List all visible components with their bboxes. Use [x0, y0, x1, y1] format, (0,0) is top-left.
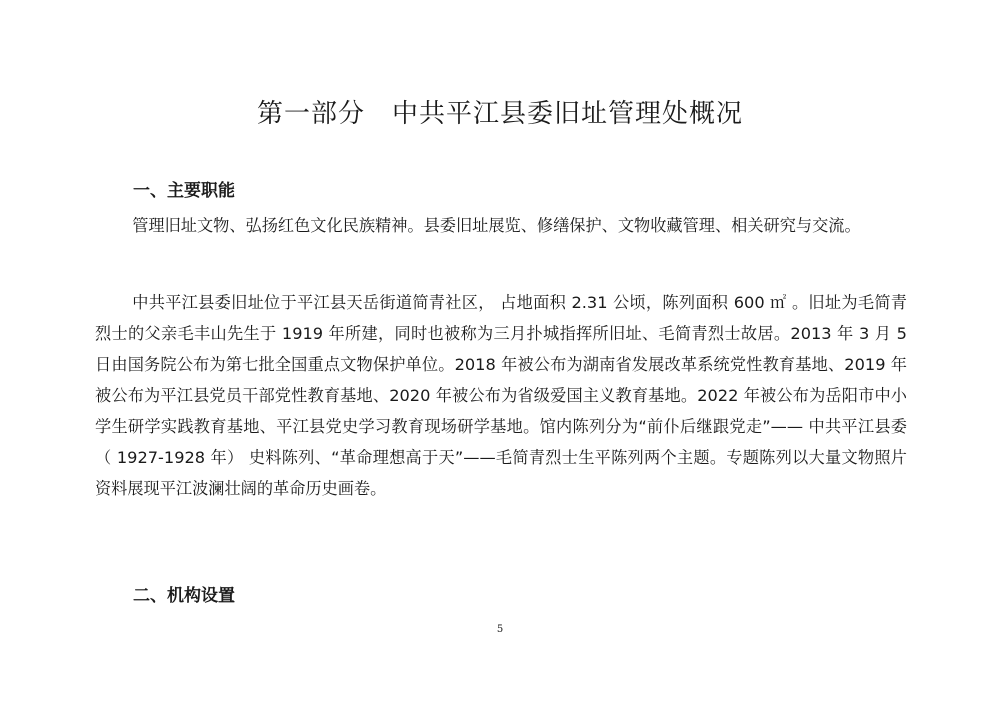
- page-title: 第一部分 中共平江县委旧址管理处概况: [256, 99, 743, 129]
- section-heading-organization: 二、机构设置: [133, 586, 235, 606]
- paragraph-functions: 管理旧址文物、弘扬红色文化民族精神。县委旧址展览、修缮保护、文物收藏管理、相关研究与交流。: [132, 216, 861, 235]
- page-number: 5: [496, 624, 504, 635]
- section-heading-main-functions: 一、主要职能: [133, 181, 235, 201]
- paragraph-site-overview: 中共平江县委旧址位于平江县天岳街道简青社区， 占地面积 2.31 公顷，陈列面积 600 ㎡ 。旧址为毛简青烈士的父亲毛丰山先生于 1919 年所建，同时也被称为三月扑城指挥所旧址、毛简青烈士故居。2013 年 3 月 5 日由国务院公布为第七批全国重点文物保护单位。2018 年被公布为湖南省发展改革系统党性教育基地、2019 年被公布为平江县党员干部党性教育基地、2020 年被公布为省级爱国主义教育基地。2022 年被公布为岳阳市中小学生研学实践教育基地、平江县党史学习教育现场研学基地。馆内陈列分为“前仆后继跟党走”—— 中共平江县委（ 1927-1928 年） 史料陈列、“革命理想高于天”——毛简青烈士生平陈列两个主题。专题陈列以大量文物照片资料展现平江波澜壮阔的革命历史画卷。: [95, 293, 907, 498]
